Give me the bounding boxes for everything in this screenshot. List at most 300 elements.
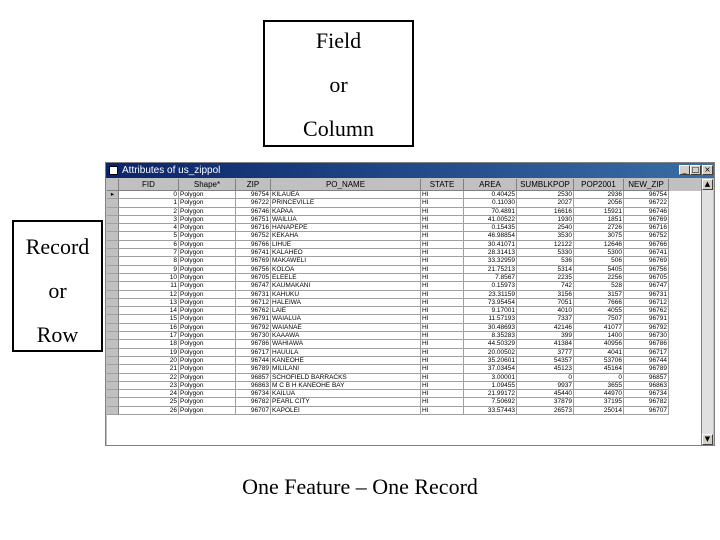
cell-po-name[interactable]: KAILUA <box>271 390 421 398</box>
row-selector[interactable] <box>107 249 119 257</box>
cell-area[interactable]: 73.95454 <box>464 299 517 307</box>
cell-new-zip[interactable]: 96863 <box>624 382 669 390</box>
cell-new-zip[interactable]: 96731 <box>624 291 669 299</box>
cell-pop2001[interactable]: 40956 <box>574 340 624 348</box>
cell-state[interactable]: HI <box>421 266 464 274</box>
row-selector[interactable] <box>107 340 119 348</box>
cell-fid[interactable]: 19 <box>119 349 179 357</box>
cell-new-zip[interactable]: 96766 <box>624 241 669 249</box>
cell-sumblkpop[interactable]: 2235 <box>517 274 574 282</box>
cell-state[interactable]: HI <box>421 257 464 265</box>
cell-po-name[interactable]: KAUMAKANI <box>271 282 421 290</box>
cell-area[interactable]: 41.00522 <box>464 216 517 224</box>
cell-new-zip[interactable]: 96746 <box>624 208 669 216</box>
cell-shape[interactable]: Polygon <box>179 299 236 307</box>
cell-sumblkpop[interactable]: 7051 <box>517 299 574 307</box>
cell-fid[interactable]: 11 <box>119 282 179 290</box>
cell-shape[interactable]: Polygon <box>179 307 236 315</box>
cell-zip[interactable]: 96786 <box>236 340 271 348</box>
cell-fid[interactable]: 4 <box>119 224 179 232</box>
cell-pop2001[interactable]: 7666 <box>574 299 624 307</box>
table-row[interactable] <box>107 307 703 315</box>
cell-sumblkpop[interactable]: 45440 <box>517 390 574 398</box>
cell-area[interactable]: 46.98854 <box>464 232 517 240</box>
cell-pop2001[interactable]: 2256 <box>574 274 624 282</box>
cell-zip[interactable]: 96741 <box>236 249 271 257</box>
cell-area[interactable]: 9.17001 <box>464 307 517 315</box>
cell-zip[interactable]: 96762 <box>236 307 271 315</box>
cell-area[interactable]: 11.57193 <box>464 315 517 323</box>
cell-zip[interactable]: 96722 <box>236 199 271 207</box>
cell-po-name[interactable]: PEARL CITY <box>271 398 421 406</box>
row-selector[interactable] <box>107 299 119 307</box>
minimize-button[interactable]: _ <box>679 165 690 175</box>
close-button[interactable]: × <box>702 165 713 175</box>
cell-fid[interactable]: 26 <box>119 407 179 415</box>
cell-pop2001[interactable]: 4055 <box>574 307 624 315</box>
table-row[interactable] <box>107 241 703 249</box>
cell-pop2001[interactable]: 25014 <box>574 407 624 415</box>
table-row[interactable] <box>107 340 703 348</box>
cell-sumblkpop[interactable]: 2027 <box>517 199 574 207</box>
scroll-up-arrow-icon[interactable]: ▲ <box>702 179 713 190</box>
table-row[interactable] <box>107 291 703 299</box>
cell-zip[interactable]: 96717 <box>236 349 271 357</box>
row-selector[interactable] <box>107 199 119 207</box>
cell-sumblkpop[interactable]: 42146 <box>517 324 574 332</box>
cell-shape[interactable]: Polygon <box>179 315 236 323</box>
cell-shape[interactable]: Polygon <box>179 349 236 357</box>
cell-new-zip[interactable]: 96857 <box>624 374 669 382</box>
cell-pop2001[interactable]: 2726 <box>574 224 624 232</box>
cell-state[interactable]: HI <box>421 241 464 249</box>
table-row[interactable] <box>107 216 703 224</box>
cell-area[interactable]: 20.00502 <box>464 349 517 357</box>
column-header-pop2001[interactable]: POP2001 <box>574 179 624 191</box>
cell-zip[interactable]: 96705 <box>236 274 271 282</box>
cell-new-zip[interactable]: 96741 <box>624 249 669 257</box>
row-selector[interactable] <box>107 407 119 415</box>
cell-state[interactable]: HI <box>421 199 464 207</box>
cell-state[interactable]: HI <box>421 274 464 282</box>
cell-area[interactable]: 1.09455 <box>464 382 517 390</box>
cell-po-name[interactable]: WAILUA <box>271 216 421 224</box>
cell-shape[interactable]: Polygon <box>179 249 236 257</box>
cell-state[interactable]: HI <box>421 291 464 299</box>
cell-state[interactable]: HI <box>421 191 464 199</box>
table-row[interactable] <box>107 282 703 290</box>
cell-state[interactable]: HI <box>421 249 464 257</box>
cell-pop2001[interactable]: 15921 <box>574 208 624 216</box>
cell-state[interactable]: HI <box>421 224 464 232</box>
cell-fid[interactable]: 23 <box>119 382 179 390</box>
row-selector[interactable] <box>107 374 119 382</box>
cell-po-name[interactable]: KOLOA <box>271 266 421 274</box>
cell-new-zip[interactable]: 96762 <box>624 307 669 315</box>
cell-pop2001[interactable]: 45164 <box>574 365 624 373</box>
column-header-sumblkpop[interactable]: SUMBLKPOP <box>517 179 574 191</box>
cell-state[interactable]: HI <box>421 357 464 365</box>
cell-area[interactable]: 0.15435 <box>464 224 517 232</box>
cell-zip[interactable]: 96716 <box>236 224 271 232</box>
cell-zip[interactable]: 96707 <box>236 407 271 415</box>
cell-shape[interactable]: Polygon <box>179 382 236 390</box>
cell-new-zip[interactable]: 96730 <box>624 332 669 340</box>
row-selector[interactable] <box>107 266 119 274</box>
window-titlebar[interactable] <box>106 163 714 178</box>
cell-state[interactable]: HI <box>421 382 464 390</box>
row-selector[interactable] <box>107 291 119 299</box>
cell-state[interactable]: HI <box>421 307 464 315</box>
cell-fid[interactable]: 6 <box>119 241 179 249</box>
cell-fid[interactable]: 17 <box>119 332 179 340</box>
cell-zip[interactable]: 96712 <box>236 299 271 307</box>
cell-area[interactable]: 8.35283 <box>464 332 517 340</box>
cell-sumblkpop[interactable]: 26573 <box>517 407 574 415</box>
cell-area[interactable]: 0.40425 <box>464 191 517 199</box>
cell-pop2001[interactable]: 5300 <box>574 249 624 257</box>
row-selector[interactable] <box>107 274 119 282</box>
cell-shape[interactable]: Polygon <box>179 365 236 373</box>
cell-zip[interactable]: 96730 <box>236 332 271 340</box>
column-header-selector[interactable] <box>107 179 119 191</box>
cell-shape[interactable]: Polygon <box>179 232 236 240</box>
cell-fid[interactable]: 25 <box>119 398 179 406</box>
cell-sumblkpop[interactable]: 1930 <box>517 216 574 224</box>
cell-new-zip[interactable]: 96722 <box>624 199 669 207</box>
cell-sumblkpop[interactable]: 3777 <box>517 349 574 357</box>
cell-area[interactable]: 7.50692 <box>464 398 517 406</box>
cell-zip[interactable]: 96751 <box>236 216 271 224</box>
row-selector[interactable] <box>107 357 119 365</box>
maximize-button[interactable]: □ <box>691 165 700 174</box>
column-header-po-name[interactable]: PO_NAME <box>271 179 421 191</box>
cell-pop2001[interactable]: 0 <box>574 374 624 382</box>
cell-po-name[interactable]: HANAPEPE <box>271 224 421 232</box>
cell-area[interactable]: 7.8567 <box>464 274 517 282</box>
cell-new-zip[interactable]: 96734 <box>624 390 669 398</box>
cell-pop2001[interactable]: 4041 <box>574 349 624 357</box>
cell-fid[interactable]: 12 <box>119 291 179 299</box>
table-row[interactable] <box>107 365 703 373</box>
cell-po-name[interactable]: KAHUKU <box>271 291 421 299</box>
cell-po-name[interactable]: PRINCEVILLE <box>271 199 421 207</box>
cell-sumblkpop[interactable]: 12122 <box>517 241 574 249</box>
cell-shape[interactable]: Polygon <box>179 390 236 398</box>
cell-sumblkpop[interactable]: 9937 <box>517 382 574 390</box>
cell-state[interactable]: HI <box>421 374 464 382</box>
cell-po-name[interactable]: KEKAHA <box>271 232 421 240</box>
cell-state[interactable]: HI <box>421 398 464 406</box>
row-selector[interactable]: ▸ <box>107 191 119 199</box>
cell-po-name[interactable]: KILAUEA <box>271 191 421 199</box>
row-selector[interactable] <box>107 216 119 224</box>
cell-zip[interactable]: 96734 <box>236 390 271 398</box>
column-header-new-zip[interactable]: NEW_ZIP <box>624 179 669 191</box>
cell-new-zip[interactable]: 96716 <box>624 224 669 232</box>
table-row[interactable] <box>107 332 703 340</box>
cell-pop2001[interactable]: 2936 <box>574 191 624 199</box>
cell-new-zip[interactable]: 96769 <box>624 216 669 224</box>
cell-po-name[interactable]: KAAAWA <box>271 332 421 340</box>
cell-po-name[interactable]: WAHIAWA <box>271 340 421 348</box>
cell-pop2001[interactable]: 3157 <box>574 291 624 299</box>
cell-sumblkpop[interactable]: 45123 <box>517 365 574 373</box>
cell-zip[interactable]: 96754 <box>236 191 271 199</box>
cell-shape[interactable]: Polygon <box>179 224 236 232</box>
cell-pop2001[interactable]: 3075 <box>574 232 624 240</box>
cell-new-zip[interactable]: 96754 <box>624 191 669 199</box>
cell-pop2001[interactable]: 1400 <box>574 332 624 340</box>
cell-po-name[interactable]: KAPOLEI <box>271 407 421 415</box>
cell-state[interactable]: HI <box>421 407 464 415</box>
vertical-scrollbar[interactable] <box>701 179 713 445</box>
cell-pop2001[interactable]: 528 <box>574 282 624 290</box>
cell-zip[interactable]: 96769 <box>236 257 271 265</box>
table-row[interactable] <box>107 224 703 232</box>
cell-state[interactable]: HI <box>421 315 464 323</box>
cell-sumblkpop[interactable]: 536 <box>517 257 574 265</box>
cell-shape[interactable]: Polygon <box>179 199 236 207</box>
cell-area[interactable]: 35.20601 <box>464 357 517 365</box>
cell-sumblkpop[interactable]: 3156 <box>517 291 574 299</box>
cell-pop2001[interactable]: 506 <box>574 257 624 265</box>
column-header-state[interactable]: STATE <box>421 179 464 191</box>
row-selector[interactable] <box>107 282 119 290</box>
cell-new-zip[interactable]: 96707 <box>624 407 669 415</box>
cell-shape[interactable]: Polygon <box>179 266 236 274</box>
column-header-fid[interactable]: FID <box>119 179 179 191</box>
cell-zip[interactable]: 96792 <box>236 324 271 332</box>
cell-fid[interactable]: 8 <box>119 257 179 265</box>
table-row[interactable] <box>107 374 703 382</box>
cell-area[interactable]: 28.31413 <box>464 249 517 257</box>
column-header-zip[interactable]: ZIP <box>236 179 271 191</box>
row-selector[interactable] <box>107 390 119 398</box>
cell-shape[interactable]: Polygon <box>179 274 236 282</box>
cell-fid[interactable]: 13 <box>119 299 179 307</box>
cell-new-zip[interactable]: 96752 <box>624 232 669 240</box>
cell-pop2001[interactable]: 44970 <box>574 390 624 398</box>
cell-new-zip[interactable]: 96792 <box>624 324 669 332</box>
table-row[interactable] <box>107 257 703 265</box>
cell-fid[interactable]: 1 <box>119 199 179 207</box>
cell-po-name[interactable]: KANEOHE <box>271 357 421 365</box>
table-row[interactable] <box>107 249 703 257</box>
cell-po-name[interactable]: MILILANI <box>271 365 421 373</box>
cell-area[interactable]: 30.48693 <box>464 324 517 332</box>
table-row[interactable] <box>107 315 703 323</box>
cell-pop2001[interactable]: 53706 <box>574 357 624 365</box>
cell-state[interactable]: HI <box>421 365 464 373</box>
cell-fid[interactable]: 22 <box>119 374 179 382</box>
cell-state[interactable]: HI <box>421 282 464 290</box>
cell-po-name[interactable]: SCHOFIELD BARRACKS <box>271 374 421 382</box>
cell-fid[interactable]: 3 <box>119 216 179 224</box>
cell-sumblkpop[interactable]: 16616 <box>517 208 574 216</box>
cell-state[interactable]: HI <box>421 340 464 348</box>
cell-zip[interactable]: 96857 <box>236 374 271 382</box>
cell-shape[interactable]: Polygon <box>179 340 236 348</box>
table-row[interactable] <box>107 357 703 365</box>
cell-new-zip[interactable]: 96786 <box>624 340 669 348</box>
table-row[interactable] <box>107 349 703 357</box>
cell-sumblkpop[interactable]: 5314 <box>517 266 574 274</box>
table-row[interactable] <box>107 382 703 390</box>
cell-zip[interactable]: 96789 <box>236 365 271 373</box>
cell-shape[interactable]: Polygon <box>179 398 236 406</box>
cell-new-zip[interactable]: 96744 <box>624 357 669 365</box>
cell-area[interactable]: 30.41071 <box>464 241 517 249</box>
cell-pop2001[interactable]: 5405 <box>574 266 624 274</box>
cell-pop2001[interactable]: 2056 <box>574 199 624 207</box>
cell-area[interactable]: 33.57443 <box>464 407 517 415</box>
cell-new-zip[interactable]: 96756 <box>624 266 669 274</box>
cell-pop2001[interactable]: 12646 <box>574 241 624 249</box>
table-row[interactable] <box>107 232 703 240</box>
cell-fid[interactable]: 9 <box>119 266 179 274</box>
cell-fid[interactable]: 21 <box>119 365 179 373</box>
cell-new-zip[interactable]: 96717 <box>624 349 669 357</box>
cell-po-name[interactable]: WAIANAE <box>271 324 421 332</box>
cell-pop2001[interactable]: 37195 <box>574 398 624 406</box>
cell-sumblkpop[interactable]: 0 <box>517 374 574 382</box>
table-row[interactable] <box>107 390 703 398</box>
cell-fid[interactable]: 15 <box>119 315 179 323</box>
row-selector[interactable] <box>107 307 119 315</box>
cell-shape[interactable]: Polygon <box>179 208 236 216</box>
cell-fid[interactable]: 20 <box>119 357 179 365</box>
cell-state[interactable]: HI <box>421 324 464 332</box>
row-selector[interactable] <box>107 224 119 232</box>
cell-po-name[interactable]: HAUULA <box>271 349 421 357</box>
cell-state[interactable]: HI <box>421 232 464 240</box>
cell-area[interactable]: 70.4891 <box>464 208 517 216</box>
cell-new-zip[interactable]: 96705 <box>624 274 669 282</box>
cell-sumblkpop[interactable]: 7337 <box>517 315 574 323</box>
cell-new-zip[interactable]: 96782 <box>624 398 669 406</box>
cell-area[interactable]: 0.11030 <box>464 199 517 207</box>
cell-sumblkpop[interactable]: 37879 <box>517 398 574 406</box>
cell-area[interactable]: 21.75213 <box>464 266 517 274</box>
cell-zip[interactable]: 96766 <box>236 241 271 249</box>
cell-zip[interactable]: 96791 <box>236 315 271 323</box>
cell-sumblkpop[interactable]: 3530 <box>517 232 574 240</box>
cell-new-zip[interactable]: 96747 <box>624 282 669 290</box>
cell-sumblkpop[interactable]: 5330 <box>517 249 574 257</box>
row-selector[interactable] <box>107 257 119 265</box>
cell-po-name[interactable]: WAIALUA <box>271 315 421 323</box>
cell-zip[interactable]: 96731 <box>236 291 271 299</box>
cell-area[interactable]: 3.00001 <box>464 374 517 382</box>
cell-state[interactable]: HI <box>421 349 464 357</box>
cell-zip[interactable]: 96752 <box>236 232 271 240</box>
cell-po-name[interactable]: KAPAA <box>271 208 421 216</box>
cell-zip[interactable]: 96863 <box>236 382 271 390</box>
cell-shape[interactable]: Polygon <box>179 216 236 224</box>
cell-po-name[interactable]: M C B H KANEOHE BAY <box>271 382 421 390</box>
cell-shape[interactable]: Polygon <box>179 324 236 332</box>
column-header-shape[interactable]: Shape* <box>179 179 236 191</box>
cell-fid[interactable]: 18 <box>119 340 179 348</box>
column-header-area[interactable]: AREA <box>464 179 517 191</box>
cell-zip[interactable]: 96747 <box>236 282 271 290</box>
row-selector[interactable] <box>107 241 119 249</box>
cell-state[interactable]: HI <box>421 332 464 340</box>
row-selector[interactable] <box>107 349 119 357</box>
cell-shape[interactable]: Polygon <box>179 257 236 265</box>
cell-pop2001[interactable]: 7507 <box>574 315 624 323</box>
cell-fid[interactable]: 16 <box>119 324 179 332</box>
cell-state[interactable]: HI <box>421 299 464 307</box>
cell-shape[interactable]: Polygon <box>179 357 236 365</box>
table-row[interactable] <box>107 191 703 199</box>
cell-sumblkpop[interactable]: 41384 <box>517 340 574 348</box>
cell-area[interactable]: 0.15973 <box>464 282 517 290</box>
cell-sumblkpop[interactable]: 2530 <box>517 191 574 199</box>
cell-sumblkpop[interactable]: 742 <box>517 282 574 290</box>
cell-fid[interactable]: 0 <box>119 191 179 199</box>
cell-shape[interactable]: Polygon <box>179 332 236 340</box>
cell-new-zip[interactable]: 96791 <box>624 315 669 323</box>
cell-zip[interactable]: 96744 <box>236 357 271 365</box>
row-selector[interactable] <box>107 232 119 240</box>
cell-shape[interactable]: Polygon <box>179 241 236 249</box>
cell-pop2001[interactable]: 3655 <box>574 382 624 390</box>
cell-pop2001[interactable]: 41077 <box>574 324 624 332</box>
row-selector[interactable] <box>107 332 119 340</box>
cell-sumblkpop[interactable]: 2540 <box>517 224 574 232</box>
cell-state[interactable]: HI <box>421 208 464 216</box>
cell-new-zip[interactable]: 96789 <box>624 365 669 373</box>
cell-fid[interactable]: 5 <box>119 232 179 240</box>
cell-po-name[interactable]: HALEIWA <box>271 299 421 307</box>
cell-area[interactable]: 37.03454 <box>464 365 517 373</box>
table-row[interactable] <box>107 199 703 207</box>
table-row[interactable] <box>107 208 703 216</box>
cell-state[interactable]: HI <box>421 216 464 224</box>
cell-po-name[interactable]: LAIE <box>271 307 421 315</box>
cell-pop2001[interactable]: 1851 <box>574 216 624 224</box>
cell-po-name[interactable]: KALAHEO <box>271 249 421 257</box>
cell-po-name[interactable]: ELEELE <box>271 274 421 282</box>
cell-shape[interactable]: Polygon <box>179 374 236 382</box>
table-row[interactable] <box>107 407 703 415</box>
cell-sumblkpop[interactable]: 54357 <box>517 357 574 365</box>
table-row[interactable] <box>107 266 703 274</box>
cell-shape[interactable]: Polygon <box>179 191 236 199</box>
row-selector[interactable] <box>107 315 119 323</box>
cell-area[interactable]: 44.50329 <box>464 340 517 348</box>
row-selector[interactable] <box>107 365 119 373</box>
row-selector[interactable] <box>107 208 119 216</box>
table-row[interactable] <box>107 299 703 307</box>
row-selector[interactable] <box>107 324 119 332</box>
cell-shape[interactable]: Polygon <box>179 291 236 299</box>
cell-sumblkpop[interactable]: 399 <box>517 332 574 340</box>
cell-fid[interactable]: 7 <box>119 249 179 257</box>
table-row[interactable] <box>107 324 703 332</box>
cell-area[interactable]: 23.31159 <box>464 291 517 299</box>
cell-shape[interactable]: Polygon <box>179 407 236 415</box>
cell-fid[interactable]: 2 <box>119 208 179 216</box>
cell-po-name[interactable]: LIHUE <box>271 241 421 249</box>
cell-area[interactable]: 21.99172 <box>464 390 517 398</box>
cell-zip[interactable]: 96782 <box>236 398 271 406</box>
cell-state[interactable]: HI <box>421 390 464 398</box>
table-row[interactable] <box>107 398 703 406</box>
cell-zip[interactable]: 96756 <box>236 266 271 274</box>
